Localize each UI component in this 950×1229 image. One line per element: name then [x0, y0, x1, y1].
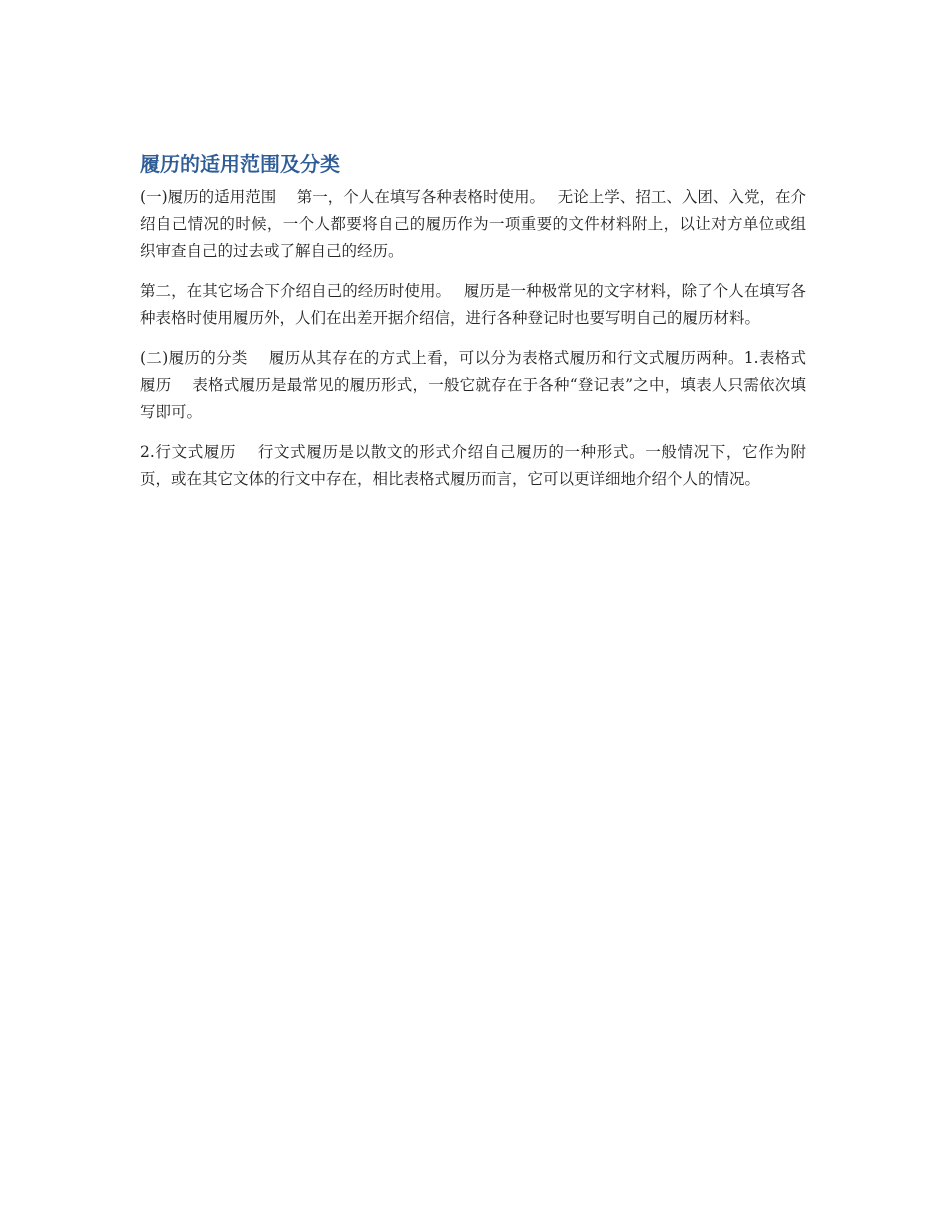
- document-body: [140, 148, 806, 506]
- paragraph-scope: (一)履历的适用范围 第一，个人在填写各种表格时使用。 无论上学、招工、入团、入党，在介绍自己情况的时候，一个人都要将自己的履历作为一项重要的文件材料附上，以让对方单位或组织审查自己的过去或了解自己的经历。: [140, 188, 806, 260]
- document-title: 履历的适用范围及分类: [140, 152, 340, 176]
- paragraph-classification: (二)履历的分类 履历从其存在的方式上看，可以分为表格式履历和行文式履历两种。1.表格式履历 表格式履历是最常见的履历形式，一般它就存在于各种“登记表”之中，填表人只需依次填写即可。: [140, 349, 806, 421]
- paragraph-other-occasions: 第二，在其它场合下介绍自己的经历时使用。 履历是一种极常见的文字材料，除了个人在填写各种表格时使用履历外，人们在出差开据介绍信，进行各种登记时也要写明自己的履历材料。: [140, 282, 806, 327]
- paragraph-prose-resume: 2.行文式履历 行文式履历是以散文的形式介绍自己履历的一种形式。一般情况下，它作为附页，或在其它文体的行文中存在，相比表格式履历而言，它可以更详细地介绍个人的情况。: [140, 443, 806, 488]
